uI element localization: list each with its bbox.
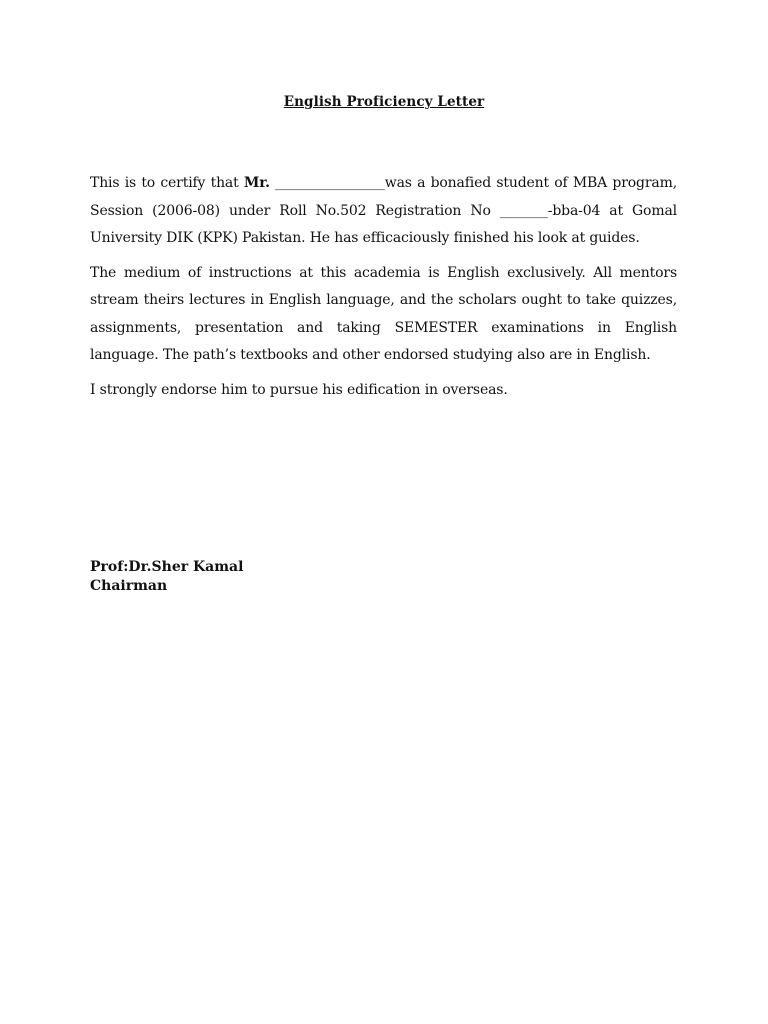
letter-title: English Proficiency Letter [283, 94, 485, 110]
certification-details: ________________was a bonafied student of MBA program, Session (2006-08) under Roll No.502 Registration No _______-bba-04 at Gomal University DIK (KPK) Pakistan. He has efficaciously finished his look at guides. [90, 175, 678, 246]
letter-body [90, 170, 677, 404]
signatory-designation: Chairman [90, 578, 168, 594]
endorsement-paragraph: I strongly endorse him to pursue his edification in overseas. [90, 381, 508, 398]
certification-intro: This is to certify that [90, 175, 244, 191]
signatory-name: Prof:Dr.Sher Kamal [90, 559, 244, 575]
student-salutation: Mr. [243, 175, 270, 191]
certification-paragraph [90, 170, 677, 253]
signature-block [90, 558, 243, 596]
medium-of-instruction-paragraph: The medium of instructions at this academia is English exclusively. All mentors stream theirs lectures in English language, and the scholars ought to take quizzes, assignments, presentation and taking SEMESTER examinations in English language. The path’s textbooks and other endorsed studying also are in English. [90, 264, 677, 363]
